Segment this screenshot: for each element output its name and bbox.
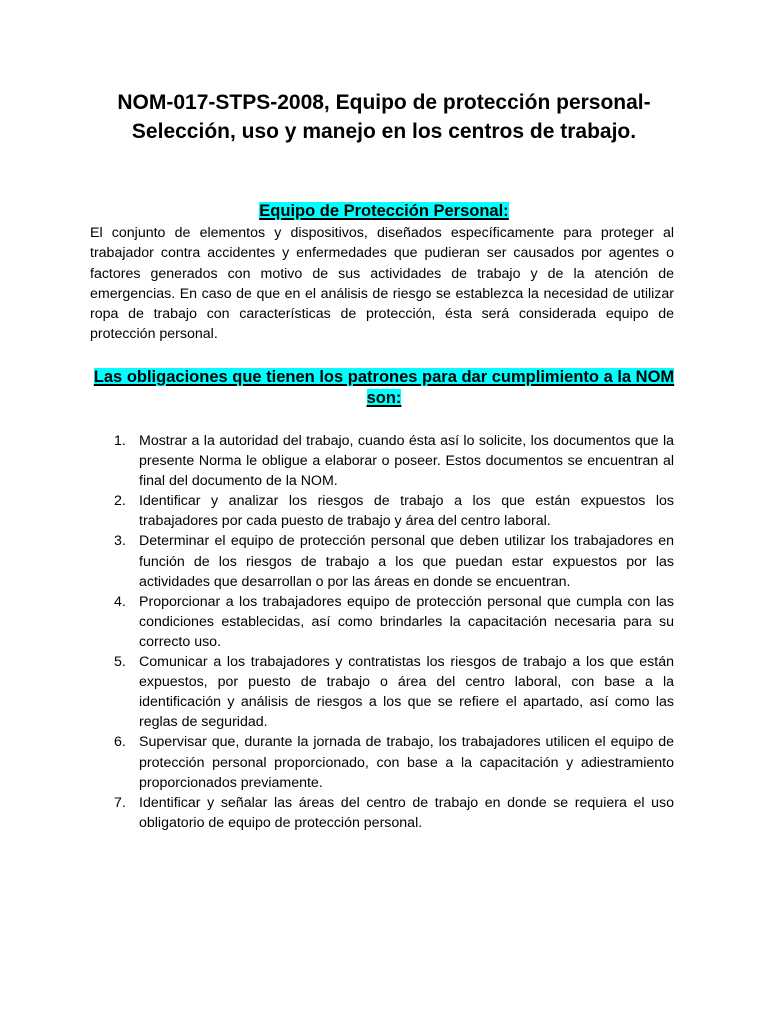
document-title: NOM-017-STPS-2008, Equipo de protección personal-Selección, uso y manejo en los centros de trabajo. <box>117 91 651 143</box>
obligations-list <box>90 431 674 833</box>
definition-paragraph: El conjunto de elementos y dispositivos, diseñados específicamente para proteger al trabajador contra accidentes y enfermedades que pudieran ser causados por agentes o factores generados con motivo de sus actividades de trabajo y de la atención de emergencias. En caso de que en el análisis de riesgo se establezca la necesidad de utilizar ropa de trabajo con características de protección, ésta será considerada equipo de protección personal. <box>90 225 674 343</box>
list-item-number: 3. <box>114 533 126 550</box>
list-item <box>90 652 674 732</box>
list-item-number: 5. <box>114 654 126 671</box>
list-item-number: 7. <box>114 794 126 811</box>
list-item-number: 6. <box>114 734 126 751</box>
list-item-number: 4. <box>114 593 126 610</box>
list-item-text: Proporcionar a los trabajadores equipo de protección personal que cumpla con las condiciones establecidas, así como brindarles la capacitación necesaria para su correcto uso. <box>139 593 674 650</box>
list-item-text: Mostrar a la autoridad del trabajo, cuando ésta así lo solicite, los documentos que la presente Norma le obligue a elaborar o poseer. Estos documentos se encuentran al final del documento de la NOM. <box>139 433 674 490</box>
list-item-text: Identificar y analizar los riesgos de trabajo a los que están expuestos los trabajadores por cada puesto de trabajo y área del centro laboral. <box>139 493 674 530</box>
list-item <box>90 531 674 591</box>
list-item <box>90 491 674 531</box>
list-item <box>90 732 674 792</box>
list-item <box>90 431 674 491</box>
section-heading-obligations <box>90 367 678 409</box>
list-item-text: Supervisar que, durante la jornada de trabajo, los trabajadores utilicen el equipo de protección personal proporcionado, con base a la capacitación y adiestramiento proporcionados previamente. <box>139 734 674 791</box>
section-heading-epp <box>90 201 678 222</box>
list-item-number: 1. <box>114 433 126 449</box>
list-item-text: Comunicar a los trabajadores y contratistas los riesgos de trabajo a los que están expuestos, por puesto de trabajo o área del centro laboral, con base a la identificación y análisis de riesgos a los que se refiere el apartado, así como las reglas de seguridad. <box>139 654 674 731</box>
list-item-number: 2. <box>114 493 126 510</box>
list-item <box>90 592 674 652</box>
list-item-text: Identificar y señalar las áreas del centro de trabajo en donde se requiera el uso obligatorio de equipo de protección personal. <box>139 794 674 831</box>
list-item-text: Determinar el equipo de protección personal que deben utilizar los trabajadores en función de los riesgos de trabajo a los que puedan estar expuestos por las actividades que desarrollan o por las áreas en donde se encuentran. <box>139 533 674 590</box>
highlighted-heading-text: Las obligaciones que tienen los patrones para dar cumplimiento a la NOM son: <box>93 368 675 407</box>
list-item <box>90 793 674 833</box>
highlighted-heading-text: Equipo de Protección Personal: <box>259 202 509 220</box>
